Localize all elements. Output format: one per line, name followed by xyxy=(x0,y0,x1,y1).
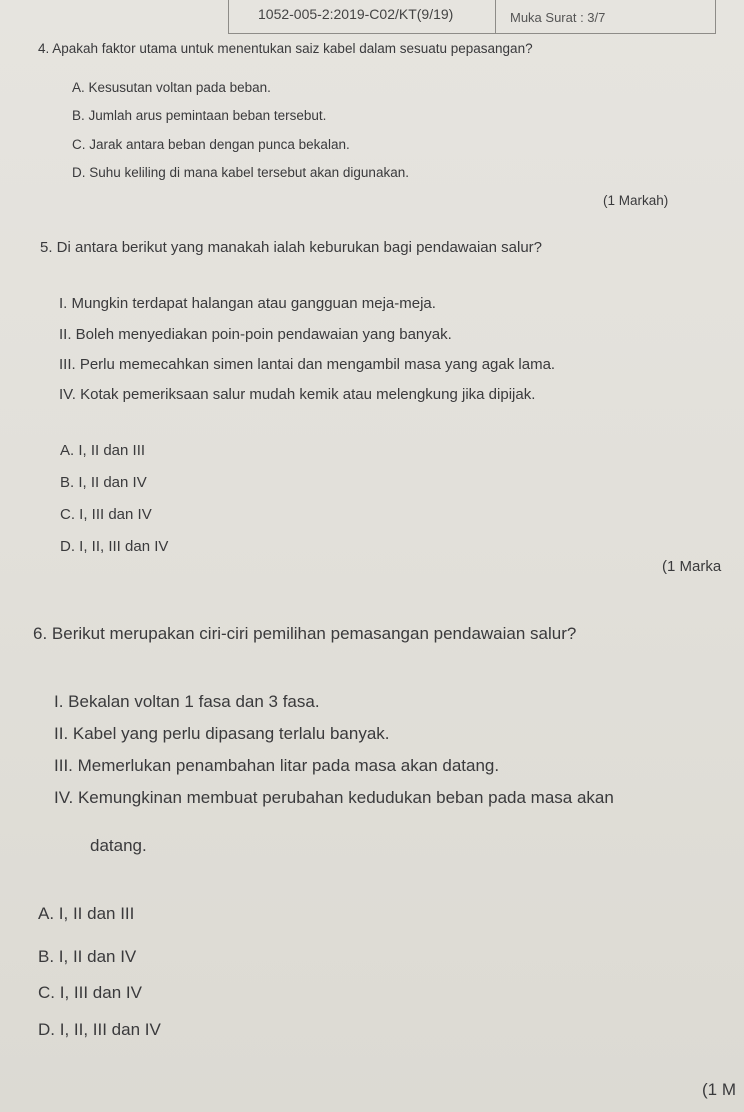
question-5-statement-4: IV. Kotak pemeriksaan salur mudah kemik atau melengkung jika dipijak. xyxy=(59,386,536,403)
question-5-statement-2: II. Boleh menyediakan poin-poin pendawaian yang banyak. xyxy=(59,326,452,343)
question-6-statement-4-continuation: datang. xyxy=(90,836,147,855)
question-6-statement-4: IV. Kemungkinan membuat perubahan kedudukan beban pada masa akan xyxy=(54,788,614,807)
question-4-marks: (1 Markah) xyxy=(603,193,669,208)
question-6-option-d: D. I, II, III dan IV xyxy=(38,1020,161,1039)
question-5-option-a: A. I, II dan III xyxy=(60,442,146,459)
question-5-option-b: B. I, II dan IV xyxy=(60,474,147,491)
question-4-text: 4. Apakah faktor utama untuk menentukan saiz kabel dalam sesuatu pepasangan? xyxy=(38,41,533,56)
question-6-option-a: A. I, II dan III xyxy=(38,904,135,923)
header-divider xyxy=(495,0,496,34)
page-number: Muka Surat : 3/7 xyxy=(510,10,606,25)
question-6-option-b: B. I, II dan IV xyxy=(38,947,137,966)
question-5-text: 5. Di antara berikut yang manakah ialah keburukan bagi pendawaian salur? xyxy=(40,239,542,256)
question-5-option-d: D. I, II, III dan IV xyxy=(60,538,169,555)
question-4-option-b: B. Jumlah arus pemintaan beban tersebut. xyxy=(72,108,327,123)
question-4-option-d: D. Suhu keliling di mana kabel tersebut akan digunakan. xyxy=(72,165,409,180)
question-5-marks: (1 Marka xyxy=(662,558,722,575)
question-6-text: 6. Berikut merupakan ciri-ciri pemilihan pemasangan pendawaian salur? xyxy=(33,624,577,643)
question-6-statement-2: II. Kabel yang perlu dipasang terlalu banyak. xyxy=(54,724,390,743)
document-code: 1052-005-2:2019-C02/KT(9/19) xyxy=(258,6,454,22)
question-4-option-c: C. Jarak antara beban dengan punca bekalan. xyxy=(72,137,350,152)
question-6-statement-3: III. Memerlukan penambahan litar pada masa akan datang. xyxy=(54,756,500,775)
question-4-option-a: A. Kesusutan voltan pada beban. xyxy=(72,80,271,95)
question-5-statement-1: I. Mungkin terdapat halangan atau gangguan meja-meja. xyxy=(59,295,436,312)
question-5-option-c: C. I, III dan IV xyxy=(60,506,152,523)
question-6-marks: (1 M xyxy=(702,1080,736,1099)
question-6-option-c: C. I, III dan IV xyxy=(38,983,142,1002)
question-5-statement-3: III. Perlu memecahkan simen lantai dan mengambil masa yang agak lama. xyxy=(59,356,556,373)
question-6-statement-1: I. Bekalan voltan 1 fasa dan 3 fasa. xyxy=(54,692,320,711)
